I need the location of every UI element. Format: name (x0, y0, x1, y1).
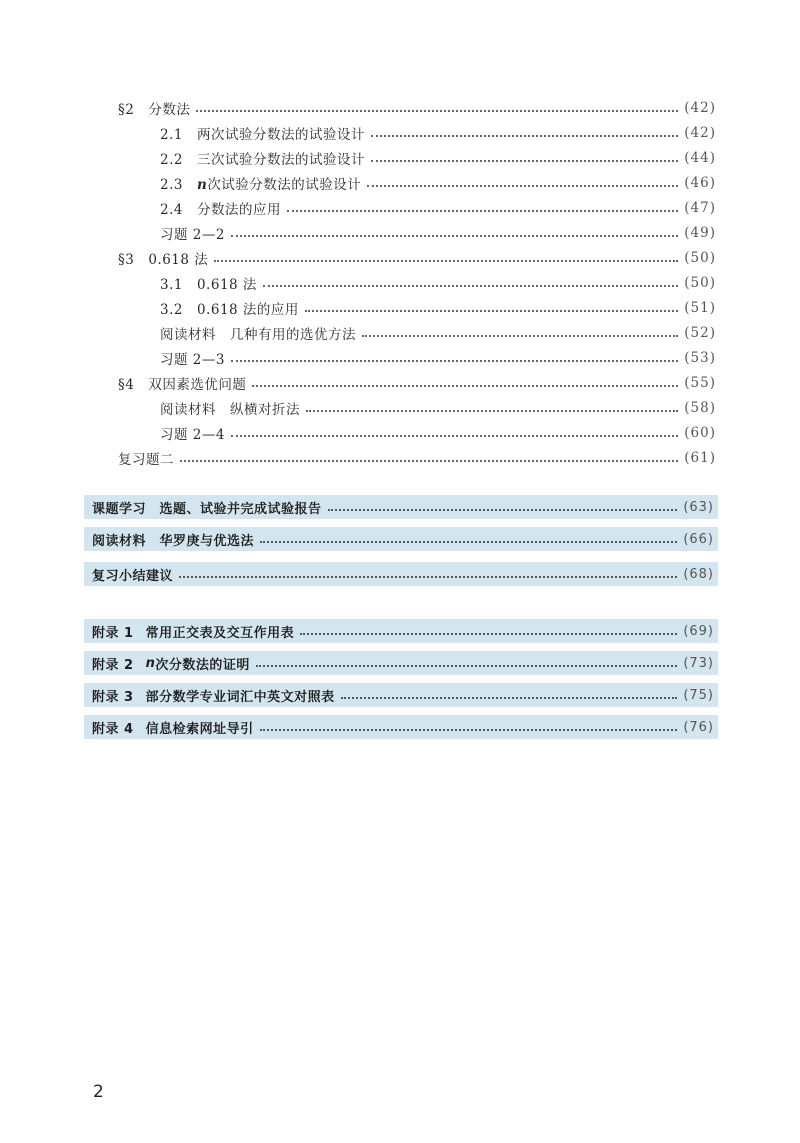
toc-entry-page: (53) (684, 350, 716, 366)
toc-entry-label: 2.1 两次试验分数法的试验设计 (160, 127, 365, 143)
toc-entry-page: (55) (684, 375, 716, 391)
toc-entry-2-2[interactable] (160, 146, 716, 170)
appendix-number: 附录 2 (92, 657, 134, 673)
toc-entry-label: 阅读材料 纵横对折法 (160, 402, 300, 418)
toc-entry-page: (46) (684, 175, 716, 191)
band-page: (73) (683, 655, 714, 671)
toc-entry-label: 2.2 三次试验分数法的试验设计 (160, 152, 365, 168)
toc-entry-label: 习题 2—2 (160, 227, 225, 243)
toc-entry-review-2[interactable] (118, 446, 716, 470)
variable-n: n (145, 655, 156, 671)
leader-dots (231, 435, 678, 437)
toc-entry-label: 习题 2—4 (160, 427, 225, 443)
band-page: (76) (683, 719, 714, 735)
toc-entry-label: 复习题二 (118, 452, 174, 468)
toc-entry-exercise-2-4[interactable] (160, 421, 716, 445)
band-label: 部分数学专业词汇中英文对照表 (145, 689, 335, 705)
toc-entry-reading-material-2[interactable] (160, 396, 716, 420)
appendix-number: 附录 1 (92, 625, 134, 641)
toc-entry-page: (52) (684, 325, 716, 341)
leader-dots (256, 665, 677, 667)
band-page: (68) (683, 566, 714, 582)
toc-band-appendix-1[interactable] (84, 619, 718, 643)
band-page: (75) (683, 687, 714, 703)
leader-dots (260, 541, 677, 543)
toc-entry-label: §3 0.618 法 (118, 252, 209, 268)
toc-entry-section-2[interactable] (118, 96, 716, 120)
band-page: (66) (683, 531, 714, 547)
band-label: 信息检索网址导引 (145, 721, 254, 737)
toc-entry-section-4[interactable] (118, 371, 716, 395)
band-label: 复习小结建议 (92, 568, 174, 584)
toc-entry-page: (51) (684, 300, 716, 316)
toc-entry-label: 3.1 0.618 法 (160, 277, 257, 293)
toc-entry-label: 习题 2—3 (160, 352, 225, 368)
toc-entry-exercise-2-3[interactable] (160, 346, 716, 370)
toc-entry-3-1[interactable] (160, 271, 716, 295)
leader-dots (196, 110, 678, 112)
toc-entry-page: (58) (684, 400, 716, 416)
leader-dots (367, 185, 678, 187)
toc-entry-exercise-2-2[interactable] (160, 221, 716, 245)
leader-dots (263, 285, 678, 287)
toc-entry-3-2[interactable] (160, 296, 716, 320)
leader-dots (287, 210, 678, 212)
toc-entry-page: (44) (684, 150, 716, 166)
band-label: 阅读材料 华罗庚与优选法 (92, 533, 255, 549)
toc-entry-label: §4 双因素选优问题 (118, 377, 247, 393)
band-label: 课题学习 选题、试验并完成试验报告 (92, 501, 322, 517)
leader-dots (341, 697, 678, 699)
appendix-number: 附录 3 (92, 689, 134, 705)
leader-dots (300, 633, 677, 635)
leader-dots (260, 729, 678, 731)
page-number: 2 (93, 1082, 104, 1102)
variable-n: n (196, 177, 208, 193)
toc-band-appendix-3[interactable] (84, 683, 718, 707)
toc-band-appendix-4[interactable] (84, 715, 718, 739)
band-page: (63) (683, 499, 714, 515)
leader-dots (328, 509, 678, 511)
toc-entry-page: (50) (684, 275, 716, 291)
leader-dots (362, 335, 678, 337)
toc-entry-2-3[interactable] (160, 171, 716, 195)
toc-entry-page: (61) (684, 450, 716, 466)
leader-dots (231, 360, 678, 362)
toc-entry-page: (49) (684, 225, 716, 241)
toc-entry-page: (42) (684, 100, 716, 116)
toc-entry-section-3[interactable] (118, 246, 716, 270)
leader-dots (252, 385, 678, 387)
toc-entry-reading-material[interactable] (160, 321, 716, 345)
toc-entry-page: (42) (684, 125, 716, 141)
toc-entry-2-4[interactable] (160, 196, 716, 220)
toc-band-project-study[interactable] (84, 495, 718, 519)
leader-dots (231, 235, 678, 237)
toc-band-appendix-2[interactable] (84, 651, 718, 675)
toc-entry-number: 2.3 (160, 177, 197, 193)
toc-entry-page: (47) (684, 200, 716, 216)
toc-entry-label (160, 173, 361, 193)
toc-band-review-summary[interactable] (84, 562, 718, 586)
toc-entry-title: 次试验分数法的试验设计 (207, 177, 362, 193)
toc-entry-label: §2 分数法 (118, 102, 191, 118)
leader-dots (306, 410, 678, 412)
leader-dots (371, 135, 678, 137)
leader-dots (305, 310, 678, 312)
toc-entry-label: 阅读材料 几种有用的选优方法 (160, 327, 356, 343)
leader-dots (180, 460, 678, 462)
band-label: 常用正交表及交互作用表 (145, 625, 295, 641)
leader-dots (371, 160, 678, 162)
band-label: 次分数法的证明 (155, 657, 250, 673)
toc-entry-label: 3.2 0.618 法的应用 (160, 302, 299, 318)
toc-entry-page: (60) (684, 425, 716, 441)
leader-dots (179, 576, 677, 578)
appendix-number: 附录 4 (92, 721, 134, 737)
band-page: (69) (683, 623, 714, 639)
toc-entry-label: 2.4 分数法的应用 (160, 202, 281, 218)
toc-band-reading-material[interactable] (84, 527, 718, 551)
toc-entry-2-1[interactable] (160, 121, 716, 145)
toc-entry-page: (50) (684, 250, 716, 266)
leader-dots (214, 260, 678, 262)
